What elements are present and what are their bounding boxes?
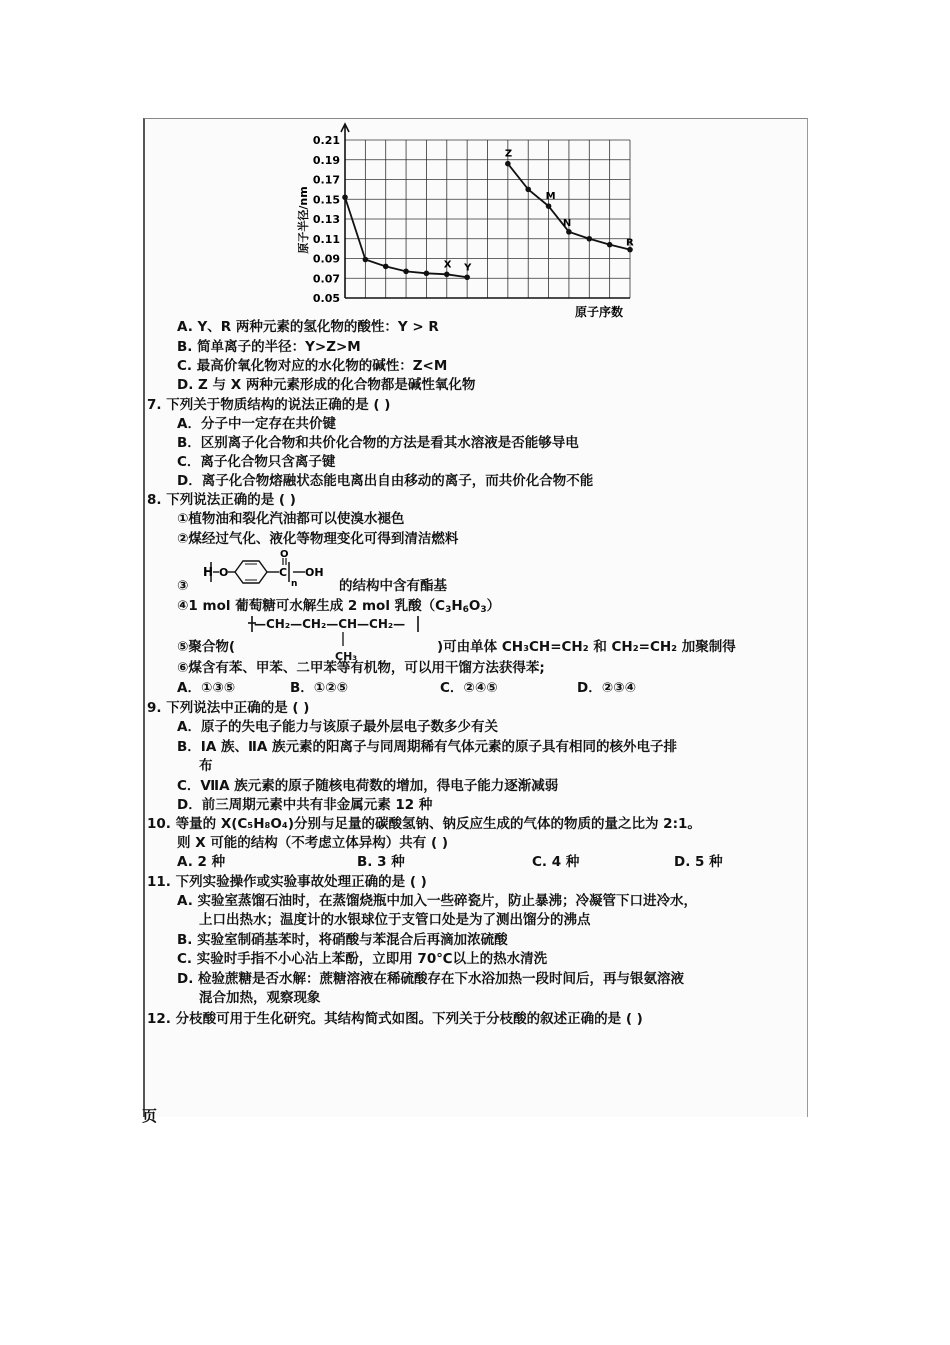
x-axis-label: 原子序数 xyxy=(575,305,624,319)
svg-text:C: C xyxy=(279,566,288,579)
y-tick-label: 0.21 xyxy=(312,134,340,147)
oh-end-label: OH xyxy=(305,566,324,579)
polyester-structure xyxy=(197,548,339,594)
q8-statement-5-text: )可由单体 CH₃CH=CH₂ 和 CH₂=CH₂ 加聚制得 xyxy=(437,639,736,655)
polymer-chain: —CH₂—CH₂—CH—CH₂— xyxy=(254,617,406,631)
q11-stem: 11. 下列实验操作或实验事故处理正确的是 ( ) xyxy=(147,874,427,890)
q9-option-a: A．原子的失电子能力与该原子最外层电子数多少有关 xyxy=(177,719,498,735)
point-label-y: Y xyxy=(464,262,472,274)
q10-stem-line1: 10. 等量的 X(C₅H₈O₄)分别与足量的碳酸氢钠、钠反应生成的气体的物质的量之比为 2:1。 xyxy=(147,816,701,832)
y-tick-label: 0.13 xyxy=(312,213,340,226)
q8-statement-6: ⑥煤含有苯、甲苯、二甲苯等有机物，可以用干馏方法获得苯; xyxy=(177,660,545,676)
chart-grid xyxy=(345,140,630,298)
q11-option-d-line2: 混合加热，观察现象 xyxy=(199,990,321,1006)
q6-option-c: C. 最高价氧化物对应的水化物的碱性：Z<M xyxy=(177,358,448,374)
q9-option-b-line2: 布 xyxy=(199,758,213,774)
q8-statement-4: ④1 mol 葡萄糖可水解生成 2 mol 乳酸$(C_3H_6O_3)$ xyxy=(177,598,501,615)
y-tick-label: 0.19 xyxy=(312,153,340,167)
data-point xyxy=(444,272,450,278)
q11-option-a-line1: A. 实验室蒸馏石油时，在蒸馏烧瓶中加入一些碎瓷片，防止暴沸；冷凝管下口进冷水， xyxy=(177,893,698,909)
atomic-radius-chart xyxy=(285,120,645,320)
q8-statement-3-text: 的结构中含有酯基 xyxy=(339,578,447,594)
point-label-r: R xyxy=(626,237,634,249)
polymer-branch: CH₃ xyxy=(335,650,358,663)
q7-option-c: C．离子化合物只含离子键 xyxy=(177,454,336,470)
ether-o-label: O xyxy=(219,566,229,579)
y-tick-label: 0.07 xyxy=(312,272,340,286)
q9-option-c: C．ⅦA 族元素的原子随核电荷数的增加，得电子能力逐渐减弱 xyxy=(177,778,559,794)
q7-stem: 7. 下列关于物质结构的说法正确的是 ( ) xyxy=(147,397,391,413)
q7-option-b: B．区别离子化合物和共价化合物的方法是看其水溶液是否能够导电 xyxy=(177,435,579,451)
q8-statement-2: ②煤经过气化、液化等物理变化可得到清洁燃料 xyxy=(177,531,459,547)
y-tick-label: 0.05 xyxy=(312,292,340,305)
data-point xyxy=(363,257,369,263)
point-label-z: Z xyxy=(504,148,513,160)
q10-option-c: C. 4 种 xyxy=(532,854,580,870)
data-point xyxy=(505,161,511,167)
q8-statement-3-num: ③ xyxy=(177,578,189,594)
data-point xyxy=(424,271,430,277)
edge-fragment: 页 xyxy=(142,1107,158,1125)
data-point xyxy=(546,203,552,209)
y-tick-label: 0.15 xyxy=(312,193,340,207)
q9-option-d: D．前三周期元素中共有非金属元素 12 种 xyxy=(177,797,433,813)
data-point xyxy=(403,269,409,275)
point-label-m: M xyxy=(545,191,556,203)
q8-option-d: D．②③④ xyxy=(577,680,636,696)
q11-option-c: C. 实验时手指不小心沾上苯酚，立即用 70℃以上的热水清洗 xyxy=(177,951,548,967)
q8-stem: 8. 下列说法正确的是 ( ) xyxy=(147,492,296,508)
q6-option-a: A. Y、R 两种元素的氢化物的酸性：Y > R xyxy=(177,319,439,335)
q7-option-a: A．分子中一定存在共价键 xyxy=(177,416,336,432)
q11-option-d-line1: D. 检验蔗糖是否水解：蔗糖溶液在稀硫酸存在下水浴加热一段时间后，再与银氨溶液 xyxy=(177,971,685,987)
q12-stem: 12. 分枝酸可用于生化研究。其结构简式如图。下列关于分枝酸的叙述正确的是 ( ) xyxy=(147,1011,643,1027)
point-label-n: N xyxy=(562,217,572,229)
data-point xyxy=(566,229,572,235)
carbonyl-o-label: O xyxy=(280,549,289,560)
q8-statement-5-pre: ⑤聚合物( xyxy=(177,639,236,655)
q8-option-a: A．①③⑤ xyxy=(177,680,236,696)
data-point xyxy=(383,264,389,270)
data-point xyxy=(342,194,348,200)
q6-option-d: D. Z 与 X 两种元素形成的化合物都是碱性氧化物 xyxy=(177,377,476,393)
q10-option-d: D. 5 种 xyxy=(674,854,723,870)
q9-option-b-line1: B．ⅠA 族、ⅡA 族元素的阳离子与同周期稀有气体元素的原子具有相同的核外电子排 xyxy=(177,739,677,755)
q9-stem: 9. 下列说法中正确的是 ( ) xyxy=(147,700,310,716)
chart-axes xyxy=(341,124,630,298)
y-axis xyxy=(341,124,349,298)
y-axis-label: 原子半径/nm xyxy=(297,186,310,254)
h-end-label: H xyxy=(203,565,214,579)
data-point xyxy=(525,187,531,193)
data-point xyxy=(607,242,613,248)
repeat-n-label: n xyxy=(291,579,298,589)
q10-option-b: B. 3 种 xyxy=(357,854,405,870)
q8-option-c: C．②④⑤ xyxy=(440,680,498,696)
q10-stem-line2: 则 X 可能的结构（不考虑立体异构）共有 ( ) xyxy=(177,835,449,851)
q7-option-d: D．离子化合物熔融状态能电离出自由移动的离子，而共价化合物不能 xyxy=(177,473,594,489)
q11-option-a-line2: 上口出热水；温度计的水银球位于支管口处是为了测出馏分的沸点 xyxy=(199,912,591,928)
y-tick-label: 0.17 xyxy=(312,173,340,187)
q8-statement-1: ①植物油和裂化汽油都可以使溴水褪色 xyxy=(177,511,405,527)
q6-option-b: B. 简单离子的半径：Y>Z>M xyxy=(177,339,361,355)
y-tick-label: 0.11 xyxy=(312,232,340,246)
q10-option-a: A. 2 种 xyxy=(177,854,226,870)
y-tick-label: 0.09 xyxy=(312,252,340,266)
q8-option-b: B．①②⑤ xyxy=(290,680,349,696)
point-labels xyxy=(444,149,634,274)
point-label-x: X xyxy=(443,259,452,271)
data-point xyxy=(586,236,592,242)
q11-option-b: B. 实验室制硝基苯时，将硝酸与苯混合后再滴加浓硫酸 xyxy=(177,932,508,948)
data-point xyxy=(464,274,470,280)
y-tick-labels xyxy=(313,134,340,305)
